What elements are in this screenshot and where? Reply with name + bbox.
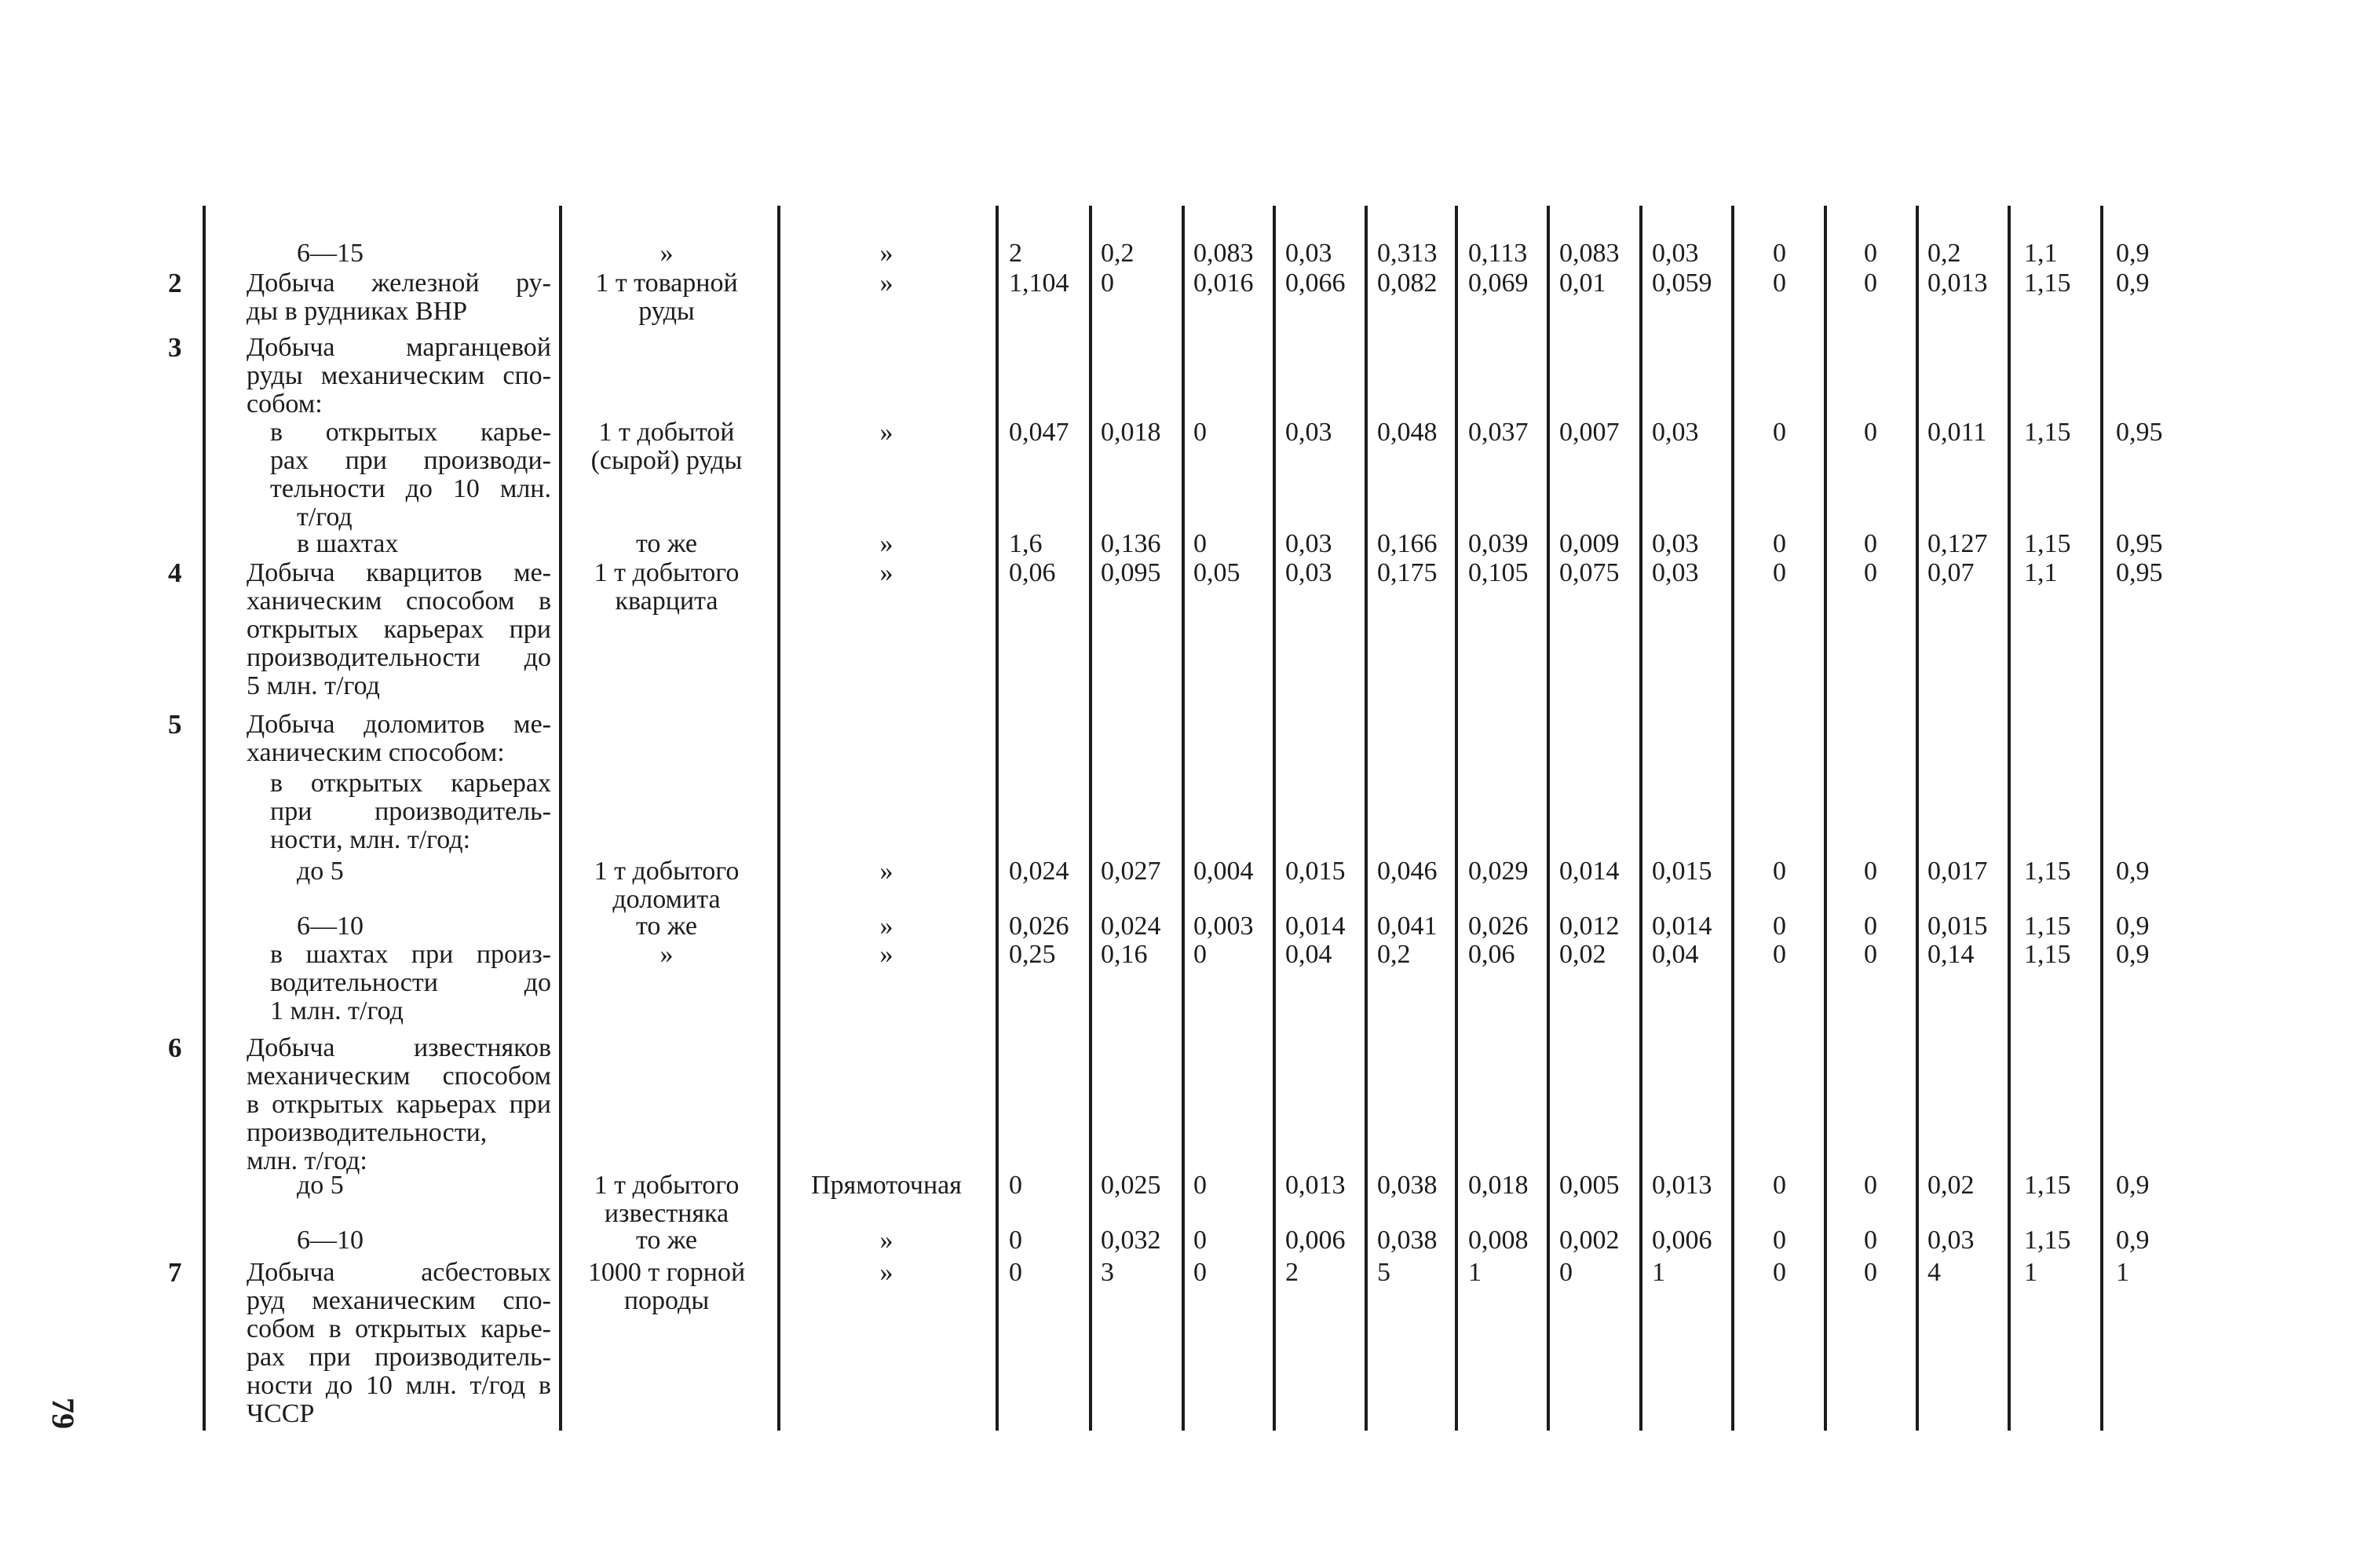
row-unit-line: породы (623, 1286, 710, 1315)
value-cell: 0 (1773, 1226, 1786, 1255)
value-cell: 0,008 (1468, 1226, 1529, 1255)
value-cell: 0,03 (1652, 239, 1699, 268)
row-description-line: собом в открытых карье- (247, 1314, 551, 1343)
column-rule (559, 206, 562, 1431)
value-cell: 0,02 (1559, 940, 1606, 969)
row-scheme: » (879, 529, 893, 558)
row-description-line: при производитель- (270, 797, 551, 826)
value-cell: 0,06 (1468, 940, 1515, 969)
row-unit-line: 1 т добытой (598, 418, 735, 447)
value-cell: 4 (1927, 1258, 1941, 1287)
row-description-line: в открытых карьерах (270, 769, 551, 798)
row-description-line: ЧССР (247, 1399, 315, 1428)
value-cell: 0,027 (1101, 857, 1161, 886)
value-cell: 0 (1864, 1171, 1877, 1200)
value-cell: 0,03 (1285, 529, 1332, 558)
row-number: 4 (168, 557, 182, 588)
value-cell: 1,15 (2024, 418, 2071, 447)
row-unit-line: то же (635, 529, 698, 558)
value-cell: 0,006 (1652, 1226, 1712, 1255)
value-cell: 0 (1864, 269, 1877, 298)
row-unit-line: 1 т товарной (595, 269, 738, 298)
value-cell: 0,95 (2116, 558, 2163, 587)
value-cell: 0,03 (1285, 418, 1332, 447)
row-description-line: в шахтах (297, 529, 399, 558)
value-cell: 0 (1864, 529, 1877, 558)
value-cell: 1,1 (2024, 239, 2058, 268)
value-cell: 0,05 (1193, 558, 1240, 587)
column-rule (2100, 206, 2103, 1431)
row-number: 2 (168, 268, 182, 298)
value-cell: 0,083 (1559, 239, 1620, 268)
row-description-line: рах при производитель- (247, 1343, 551, 1372)
row-unit-line: доломита (612, 885, 721, 914)
row-description-line: ности до 10 млн. т/год в (247, 1371, 551, 1400)
value-cell: 0,037 (1468, 418, 1529, 447)
value-cell: 1 (2116, 1258, 2129, 1287)
value-cell: 0 (1773, 912, 1786, 941)
column-rule (1273, 206, 1276, 1431)
row-scheme: » (879, 1226, 893, 1255)
value-cell: 0,16 (1101, 940, 1148, 969)
value-cell: 0,9 (2116, 269, 2150, 298)
value-cell: 0,012 (1559, 912, 1620, 941)
value-cell: 0 (1773, 529, 1786, 558)
row-description-line: тельности до 10 млн. (270, 474, 551, 503)
value-cell: 0 (1773, 940, 1786, 969)
row-unit-line: 1 т добытого (594, 1171, 740, 1200)
column-rule (1639, 206, 1642, 1431)
value-cell: 1 (1652, 1258, 1665, 1287)
value-cell: 0,039 (1468, 529, 1529, 558)
row-description-line: Добыча доломитов ме- (247, 710, 551, 739)
value-cell: 0,011 (1927, 418, 1987, 447)
value-cell: 1,1 (2024, 558, 2058, 587)
row-description-line: ды в рудниках ВНР (247, 297, 468, 326)
value-cell: 0 (1864, 940, 1877, 969)
value-cell: 0,03 (1652, 529, 1699, 558)
row-description-line: производительности, (247, 1118, 488, 1147)
column-rule (1455, 206, 1458, 1431)
row-description-line: Добыча кварцитов ме- (247, 558, 551, 587)
value-cell: 1,15 (2024, 1171, 2071, 1200)
row-description-line: 6—10 (297, 1226, 364, 1255)
row-scheme: » (879, 940, 893, 969)
column-rule (203, 206, 206, 1431)
row-unit-line: 1 т добытого (594, 558, 740, 587)
row-description-line: т/год (297, 503, 353, 532)
value-cell: 0,038 (1377, 1171, 1438, 1200)
value-cell: 0,004 (1193, 857, 1254, 886)
value-cell: 0,166 (1377, 529, 1438, 558)
value-cell: 0,127 (1927, 529, 1988, 558)
value-cell: 0,2 (1927, 239, 1961, 268)
value-cell: 2 (1009, 239, 1022, 268)
value-cell: 1 (1468, 1258, 1482, 1287)
row-description-line: в открытых карьерах при (247, 1090, 551, 1119)
value-cell: 0,9 (2116, 1171, 2150, 1200)
value-cell: 0 (1101, 269, 1114, 298)
value-cell: 0,024 (1009, 857, 1069, 886)
row-description-line: механическим способом (247, 1062, 551, 1091)
column-rule (1547, 206, 1550, 1431)
value-cell: 0,01 (1559, 269, 1606, 298)
row-number: 7 (168, 1257, 182, 1288)
value-cell: 5 (1377, 1258, 1390, 1287)
value-cell: 0 (1864, 558, 1877, 587)
value-cell: 0 (1009, 1258, 1022, 1287)
value-cell: 1,15 (2024, 529, 2071, 558)
value-cell: 0,026 (1009, 912, 1069, 941)
value-cell: 0 (1559, 1258, 1573, 1287)
row-description-line: Добыча железной ру- (247, 269, 551, 298)
value-cell: 1,104 (1009, 269, 1069, 298)
value-cell: 0,175 (1377, 558, 1438, 587)
value-cell: 0,06 (1009, 558, 1056, 587)
value-cell: 0 (1864, 912, 1877, 941)
row-description-line: собом: (247, 389, 323, 418)
value-cell: 0,2 (1377, 940, 1411, 969)
value-cell: 0,075 (1559, 558, 1620, 587)
row-scheme: » (879, 857, 893, 886)
row-description-line: в открытых карье- (270, 418, 551, 447)
row-description-line: ханическим способом: (247, 738, 505, 767)
value-cell: 0,013 (1652, 1171, 1712, 1200)
row-unit-line: » (660, 940, 674, 969)
value-cell: 0,069 (1468, 269, 1529, 298)
row-description-line: руд механическим спо- (247, 1286, 551, 1315)
row-unit-line: то же (635, 912, 698, 941)
value-cell: 1,15 (2024, 1226, 2071, 1255)
value-cell: 0,04 (1285, 940, 1332, 969)
row-description-line: рах при производи- (270, 446, 551, 475)
value-cell: 0 (1864, 1226, 1877, 1255)
value-cell: 0 (1193, 1258, 1207, 1287)
value-cell: 1,15 (2024, 269, 2071, 298)
value-cell: 0,018 (1468, 1171, 1529, 1200)
value-cell: 0 (1773, 418, 1786, 447)
row-description-line: ханическим способом в (247, 587, 551, 616)
value-cell: 0,9 (2116, 857, 2150, 886)
row-description-line: млн. т/год: (247, 1146, 367, 1175)
value-cell: 0,07 (1927, 558, 1975, 587)
value-cell: 0,018 (1101, 418, 1161, 447)
value-cell: 0,025 (1101, 1171, 1161, 1200)
value-cell: 0 (1864, 239, 1877, 268)
value-cell: 0,014 (1559, 857, 1620, 886)
value-cell: 0,03 (1927, 1226, 1975, 1255)
value-cell: 0 (1864, 857, 1877, 886)
value-cell: 0,005 (1559, 1171, 1620, 1200)
value-cell: 0,046 (1377, 857, 1438, 886)
row-scheme: » (879, 1258, 893, 1287)
row-description-line: до 5 (297, 1171, 344, 1200)
value-cell: 0,03 (1285, 558, 1332, 587)
row-scheme: » (879, 912, 893, 941)
value-cell: 0,041 (1377, 912, 1438, 941)
value-cell: 0,016 (1193, 269, 1254, 298)
value-cell: 0 (1773, 239, 1786, 268)
row-unit-line: (сырой) руды (590, 446, 743, 475)
value-cell: 1,15 (2024, 940, 2071, 969)
value-cell: 0 (1009, 1226, 1022, 1255)
value-cell: 0,015 (1285, 857, 1346, 886)
value-cell: 0,105 (1468, 558, 1529, 587)
value-cell: 0,017 (1927, 857, 1988, 886)
row-description-line: водительности до (270, 968, 551, 997)
column-rule (1365, 206, 1368, 1431)
row-scheme: Прямоточная (811, 1171, 962, 1200)
value-cell: 1,6 (1009, 529, 1043, 558)
value-cell: 0,2 (1101, 239, 1135, 268)
value-cell: 3 (1101, 1258, 1114, 1287)
column-rule (1916, 206, 1919, 1431)
value-cell: 0,003 (1193, 912, 1254, 941)
row-unit-line: » (660, 239, 674, 268)
row-description-line: открытых карьерах при (247, 615, 551, 644)
row-description-line: в шахтах при произ- (270, 940, 551, 969)
value-cell: 0,9 (2116, 239, 2150, 268)
value-cell: 0,014 (1285, 912, 1346, 941)
value-cell: 0,095 (1101, 558, 1161, 587)
value-cell: 0 (1864, 1258, 1877, 1287)
row-description-line: до 5 (297, 857, 344, 886)
value-cell: 0,136 (1101, 529, 1161, 558)
value-cell: 0,006 (1285, 1226, 1346, 1255)
value-cell: 0,029 (1468, 857, 1529, 886)
value-cell: 0,013 (1285, 1171, 1346, 1200)
value-cell: 0 (1773, 857, 1786, 886)
value-cell: 0,9 (2116, 940, 2150, 969)
row-unit-line: 1 т добытого (594, 857, 740, 886)
value-cell: 0,313 (1377, 239, 1438, 268)
column-rule (777, 206, 780, 1431)
value-cell: 0,032 (1101, 1226, 1161, 1255)
value-cell: 0,95 (2116, 529, 2163, 558)
value-cell: 1 (2024, 1258, 2037, 1287)
row-number: 6 (168, 1033, 182, 1063)
column-rule (996, 206, 999, 1431)
value-cell: 0 (1773, 1171, 1786, 1200)
row-description-line: Добыча марганцевой (247, 333, 551, 362)
column-rule (1089, 206, 1092, 1431)
page-number: 79 (46, 1398, 81, 1429)
value-cell: 0,03 (1652, 418, 1699, 447)
row-number: 5 (168, 709, 182, 740)
row-description-line: 6—10 (297, 912, 364, 941)
row-description-line: руды механическим спо- (247, 361, 551, 390)
value-cell: 0,066 (1285, 269, 1346, 298)
value-cell: 0,083 (1193, 239, 1254, 268)
row-description-line: 5 млн. т/год (247, 671, 380, 700)
value-cell: 0,03 (1652, 558, 1699, 587)
value-cell: 0 (1193, 1171, 1207, 1200)
value-cell: 0,024 (1101, 912, 1161, 941)
value-cell: 0,25 (1009, 940, 1056, 969)
value-cell: 0,007 (1559, 418, 1620, 447)
value-cell: 0 (1773, 1258, 1786, 1287)
value-cell: 1,15 (2024, 857, 2071, 886)
row-unit-line: известняка (604, 1199, 729, 1228)
column-rule (2008, 206, 2011, 1431)
row-unit-line: руды (638, 297, 695, 326)
row-description-line: производительности до (247, 643, 551, 672)
value-cell: 0,038 (1377, 1226, 1438, 1255)
value-cell: 0 (1193, 1226, 1207, 1255)
value-cell: 0,059 (1652, 269, 1712, 298)
row-number: 3 (168, 332, 182, 363)
value-cell: 0,015 (1652, 857, 1712, 886)
value-cell: 0 (1864, 418, 1877, 447)
column-rule (1824, 206, 1827, 1431)
value-cell: 0,9 (2116, 912, 2150, 941)
row-scheme: » (879, 418, 893, 447)
row-unit-line: кварцита (615, 587, 718, 616)
value-cell: 0,14 (1927, 940, 1975, 969)
value-cell: 0 (1009, 1171, 1022, 1200)
value-cell: 0,02 (1927, 1171, 1975, 1200)
value-cell: 2 (1285, 1258, 1299, 1287)
value-cell: 0,013 (1927, 269, 1988, 298)
value-cell: 0,082 (1377, 269, 1438, 298)
value-cell: 0,047 (1009, 418, 1069, 447)
column-rule (1182, 206, 1185, 1431)
value-cell: 0,026 (1468, 912, 1529, 941)
row-description-line: 1 млн. т/год (270, 996, 404, 1025)
value-cell: 0,002 (1559, 1226, 1620, 1255)
value-cell: 0,95 (2116, 418, 2163, 447)
value-cell: 0,9 (2116, 1226, 2150, 1255)
row-description-line: 6—15 (297, 239, 364, 268)
value-cell: 0,009 (1559, 529, 1620, 558)
row-unit-line: 1000 т горной (587, 1258, 746, 1287)
value-cell: 0,03 (1285, 239, 1332, 268)
row-description-line: ности, млн. т/год: (270, 825, 471, 854)
value-cell: 0 (1773, 558, 1786, 587)
value-cell: 0,113 (1468, 239, 1528, 268)
value-cell: 0,04 (1652, 940, 1699, 969)
value-cell: 0 (1773, 269, 1786, 298)
row-description-line: Добыча известняков (247, 1033, 551, 1062)
value-cell: 0,015 (1927, 912, 1988, 941)
row-scheme: » (879, 558, 893, 587)
row-scheme: » (879, 269, 893, 298)
value-cell: 0,048 (1377, 418, 1438, 447)
value-cell: 0 (1193, 529, 1207, 558)
row-scheme: » (879, 239, 893, 268)
row-unit-line: то же (635, 1226, 698, 1255)
column-rule (1731, 206, 1734, 1431)
row-description-line: Добыча асбестовых (247, 1258, 551, 1287)
value-cell: 0 (1193, 940, 1207, 969)
value-cell: 0,014 (1652, 912, 1712, 941)
value-cell: 1,15 (2024, 912, 2071, 941)
value-cell: 0 (1193, 418, 1207, 447)
